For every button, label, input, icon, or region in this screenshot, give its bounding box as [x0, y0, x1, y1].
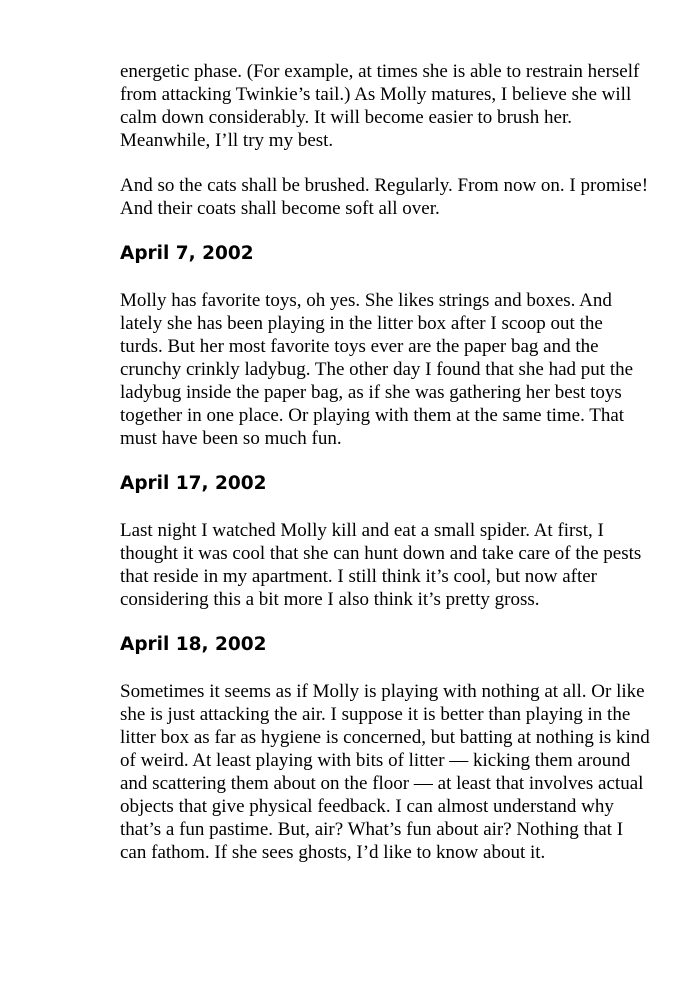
document-page: [120, 60, 650, 864]
entry-paragraph: Molly has favorite toys, oh yes. She likes strings and boxes. And lately she has been playing in the litter box after I scoop out the turds. But her most favorite toys ever are the paper bag and the crunchy crinkly ladybug. The other day I found that she had put the ladybug inside the paper bag, as if she was gathering her best toys together in one place. Or playing with them at the same time. That must have been so much fun.: [120, 290, 634, 449]
entry-date-heading: April 18, 2002: [120, 634, 267, 655]
paragraph-intro-2: And so the cats shall be brushed. Regularly. From now on. I promise! And their coats shall become soft all over.: [120, 175, 649, 219]
entry-paragraph: Last night I watched Molly kill and eat a small spider. At first, I thought it was cool that she can hunt down and take care of the pests that reside in my apartment. I still think it’s cool, but now after considering this a bit more I also think it’s pretty gross.: [120, 520, 642, 610]
entry-paragraph: Sometimes it seems as if Molly is playing with nothing at all. Or like she is just attacking the air. I suppose it is better than playing in the litter box as far as hygiene is concerned, but batting at nothing is kind of weird. At least playing with bits of litter — kicking them around and scattering them about on the floor — at least that involves actual objects that give physical feedback. I can almost understand why that’s a fun pastime. But, air? What’s fun about air? Nothing that I can fathom. If she sees ghosts, I’d like to know about it.: [120, 681, 650, 863]
paragraph-intro-1: energetic phase. (For example, at times she is able to restrain herself from attacking Twinkie’s tail.) As Molly matures, I believe she will calm down considerably. It will become easier to brush her. Meanwhile, I’ll try my best.: [120, 61, 640, 151]
entry-date-heading: April 17, 2002: [120, 473, 267, 494]
entry-date-heading: April 7, 2002: [120, 243, 254, 264]
